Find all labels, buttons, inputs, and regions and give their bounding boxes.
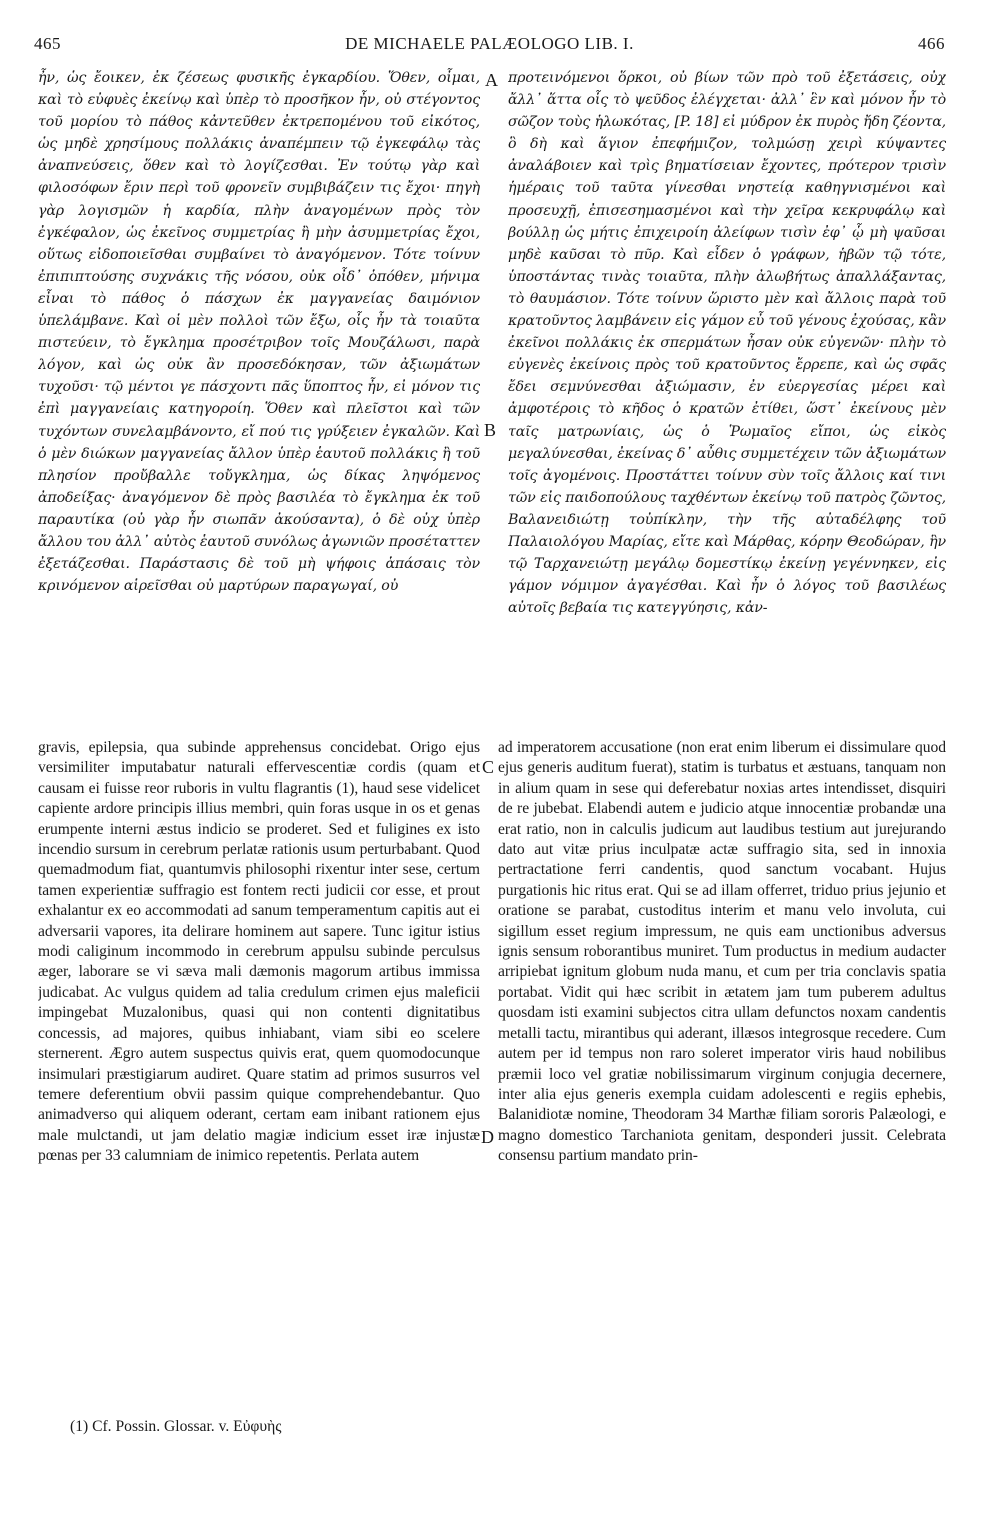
latin-column-left: gravis, epilepsia, qua subinde apprehensus concidebat. Origo ejus versimiliter imputabatur naturali effervescentiæ cordis (quam et causam ei fuisse reor ruboris in vultu flagrantis (1), haud sese videlicet capiente ardore principis illius membri, quin foras usque in os et genas erumpente interni æstus indicio se proderet. Sed et fuligines ex isto incendio sursum in cerebrum perlatæ rationis usum perturbabant. Quod quemadmodum fiat, quantumvis philosophi rixentur inter sese, certum tamen experientiæ suffragio est fontem recti judicii cor esse, et prout exhalantur ex eo accommodati ad sanum temperamentum capitis aut ei adversarii vapores, ita delirare hominem aut sapere. Tunc igitur istius modi caliginum incommodo in cerebrum appulsu subinde perculsus æger, laborare se vi sæva mali dæmonis magorum artibus immissa judicabat. Ac vulgus quidem ad talia credulum crimen ejus maleficii impingebat Muzalonibus, quasi qui non contenti dignitatibus concessis, ad majores, quibus inhiabant, viam sibi eo scelere sternerent. Ægro autem suspectus quivis erat, quem quomodocunque insimulari præstigiarum audiret. Quare statim ad primos susurros vel temere deferentium obvii passim quique comprehendebantur. Quo animadverso qui aliquem oderant, certam eam inibant rationem ejus male mulctandi, ut jam delatio magiæ indicium esset iræ injustæ pœnas per 33 calumniam de inimico repetentis. Perlata autem — [38, 739, 480, 1165]
page-number-left: 465 — [34, 34, 61, 53]
greek-column-right: προτεινόμενοι ὅρκοι, οὐ βίων τῶν πρὸ τοῦ ἐξετάσεις, οὐχ ἄλλ᾽ ἅττα οἷς τὸ ψεῦδος ἐλέγχεται· ἀλλ᾽ ἓν καὶ μόνον ἦν τὸ σῶζον τοὺς ἡλωκότας, [P. 18] εἰ μύδρον ἐκ πυρὸς ἤδη ζέοντα, ὃ δὴ καὶ ἅγιον ἐπεφήμιζον, τολμώσῃ χειρὶ κύψαντες ἀναλάβοιεν καὶ τρὶς βηματίσειαν ἔχοντες, πρότερον τρισὶν ἡμέραις τοῦ ταῦτα γίνεσθαι νηστείᾳ καθηγνισμένοι καὶ προσευχῇ, ἐπισεσημασμένοι καὶ τὴν χεῖρα κεκρυφάλῳ καὶ βούλλῃ ὡς μήτις ἐπιχειροίη ἀλείφων τισὶν ἐφ᾽ ᾧ μὴ ψαῦσαι μηδὲ καῦσαι τὸ πῦρ. Καὶ εἶδεν ὁ γράφων, ἡβῶν τῷ τότε, ὑποστάντας τινὰς τοιαῦτα, πλὴν ἀλωβήτως ἀπαλλάξαντας, τὸ θαυμάσιον. Τότε τοίνυν ὥριστο μὲν καὶ ἄλλοις παρὰ τοῦ κρατοῦντος λαμβάνειν εἰς γάμον εὖ τοῦ γένους ἐχούσας, κἂν ἐκεῖνοι πολλάκις ἐκ σπερμάτων ἦσαν οὐκ εὐγενῶν· πλὴν τὸ εὐγενὲς ἐκείνοις πρὸς τοῦ κρατοῦντος ἔρρεπε, καὶ ὡς σφᾶς ἔδει σεμνύνεσθαι ἀξιώμασιν, ἐν εὐεργεσίας μέρει καὶ ἀμφοτέροις τὸ κῆδος ὁ κρατῶν ἐτίθει, ὥστ᾽ ἐκείνους μὲν ταῖς ματρωνίαις, ὡς ὁ Ῥωμαῖος εἴποι, ὡς εἰκὸς μεγαλύνεσθαι, ἐκείνας δ᾽ αὖθις συμμετέχειν τῶν ἀξιωμάτων τοῖς ἀγομένοις. Προστάττει τοίνυν σὺν τοῖς ἄλλοις καί τινι τῶν εἰς παιδοπούλους ταχθέντων ἐκείνῳ τοῦ πατρὸς ζῶντος, Βαλανειδιώτῃ τοὐπίκλην, τὴν τῆς αὐταδέλφης τοῦ Παλαιολόγου Μαρίας, εἴτε καὶ Μάρθας, κόρην Θεοδώραν, ἣν τῷ Ταρχανειώτῃ μεγάλῳ δομεστίκῳ ἐκείνῃ γεγέννηκεν, εἰς γάμον νόμιμον ἀγαγέσθαι. Καὶ ἦν ὁ λόγος τοῦ βασιλέως αὐτοῖς βεβαία τις κατεγγύησις, κἀν- — [508, 70, 946, 617]
page-number-right: 466 — [918, 34, 945, 53]
margin-letter-d: D — [481, 1127, 494, 1147]
running-title: DE MICHAELE PALÆOLOGO LIB. I. — [345, 34, 634, 53]
greek-column-left: ἦν, ὡς ἔοικεν, ἐκ ζέσεως φυσικῆς ἐγκαρδίου. Ὅθεν, οἶμαι, καὶ τὸ εὐφυὲς ἐκείνῳ καὶ ὑπὲρ τὸ προσῆκον ἦν, οὐ στέγοντος τοῦ μορίου τὸ πάθος κἀντεῦθεν ἐκτρεπομένου τοῦ εἰκότος, ὡς μηδὲ χρησίμους πολλάκις ἀναπέμπειν τῷ ἐγκεφάλῳ τὰς ἀναπνεύσεις, ὅθεν καὶ τὸ λογίζεσθαι. Ἐν τούτῳ γὰρ καὶ φιλοσόφων ἔριν περὶ τοῦ φρονεῖν συμβιβάζειν τις ἔχοι· πηγὴ γὰρ λογισμῶν ἡ καρδία, πλὴν ἀναγομένων πρὸς τὸν ἐγκέφαλον, ὡς ἐκεῖνος συμμετρίας ἢ μὴν ἀσυμμετρίας ἔχοι, οὕτως εἰδοποιεῖσθαι συμβαίνει τὸ ἀναγόμενον. Τότε τοίνυν ἐπιπιπτούσης συχνάκις τῆς νόσου, οὐκ οἶδ᾽ ὁπόθεν, μήνιμα εἶναι τὸ πάθος ὁ πάσχων ἐκ μαγγανείας δαιμόνιον ὑπελάμβανε. Καὶ οἱ μὲν πολλοὶ τῶν ἔξω, οἷς ἦν τὰ τοιαῦτα πιστεύειν, τὸ ἔγκλημα προσέτριβον τοῖς Μουζάλωσι, παρὰ λόγον, καὶ ὡς οὐκ ἂν προσεδόκησαν, τῶν ἀξιωμάτων τυχοῦσι· τῷ μέντοι γε πάσχοντι πᾶς ὕποπτος ἦν, εἰ μόνον τις ἐπὶ μαγγανείαις κατηγοροίη. Ὅθεν καὶ πλεῖστοι καὶ τῶν τυχόντων συνελαμβάνοντο, εἴ πού τις γρύξειεν ἐγκαλῶν. Καὶ ὁ μὲν διώκων μαγγανείας ἄλλον ὑπὲρ ἑαυτοῦ πολλάκις ἢ τοῦ πλησίον προὔβαλλε τοὔγκλημα, ὡς δίκας ληψόμενος ἀποδείξας· ἀναγόμενον δὲ πρὸς βασιλέα τὸ ἔγκλημα ἐκ τοῦ παραυτίκα (οὐ γὰρ ἦν σιωπᾶν ἀκούσαντα), ὁ δὲ οὐχ ὑπὲρ ἄλλου του ἀλλ᾽ αὐτὸς ἑαυτοῦ συνόλως ἀγωνιῶν προσέταττεν ἐξετάζεσθαι. Παράστασις δὲ τοῦ μὴ ψήφοις ἁπάσαις τὸν κρινόμενον αἱρεῖσθαι οὐ μαρτύρων παραγωγαί, οὐ — [38, 70, 480, 595]
margin-letter-a: A — [485, 70, 498, 90]
footnote: (1) Cf. Possin. Glossar. v. Εὐφυὴς — [70, 1418, 282, 1435]
page-header — [34, 34, 945, 56]
margin-letter-b: B — [484, 420, 497, 440]
margin-letter-c: C — [482, 757, 495, 777]
latin-column-right: ad imperatorem accusatione (non erat enim liberum ei dissimulare quod ejus generis auditum fuerat), statim is turbatus et æstuans, tanquam non in alium quam in sese qui deferebatur noxias artes intendisset, disquiri de re jubebat. Elabendi autem e judicio atque innocentiæ probandæ una erat ratio, non in calculis judicum aut laudibus testium aut jurejurando dato aut vitæ prius inculpatæ actæ suffragio sita, sed in innoxia pertractatione ferri candentis, quod sanctum vocabant. Hujus purgationis hic ritus erat. Qui se ad illam offerret, triduo prius jejunio et oratione se parabat, custoditus interim et manu velo involuta, cui sigillum esset regium impressum, ne quis eam unctionibus adversus ignis sensum roborantibus muniret. Tum productus in medium audacter arripiebat ignitum globum nuda manu, et cum per tria conclavis spatia portabat. Vidit qui hæc scribit in ætatem jam tum puberem adultus quosdam isti examini subjectos citra ullam defunctos noxam candentis metalli tactu, mirantibus qui aderant, illæsos integrosque recedere. Cum autem per id tempus non raro soleret imperator viris haud nobilibus præmii loco vel gratiæ nobilissimarum virginum conjugia decernere, inter alia ejus generis exempla cuidam adolescenti e regiis ephebis, Balanidiotæ nomine, Theodoram 34 Marthæ filiam sororis Palæologi, e magno domestico Tarchaniota genitam, desponderi jussit. Celebrata consensu partium mandato prin- — [498, 739, 946, 1165]
